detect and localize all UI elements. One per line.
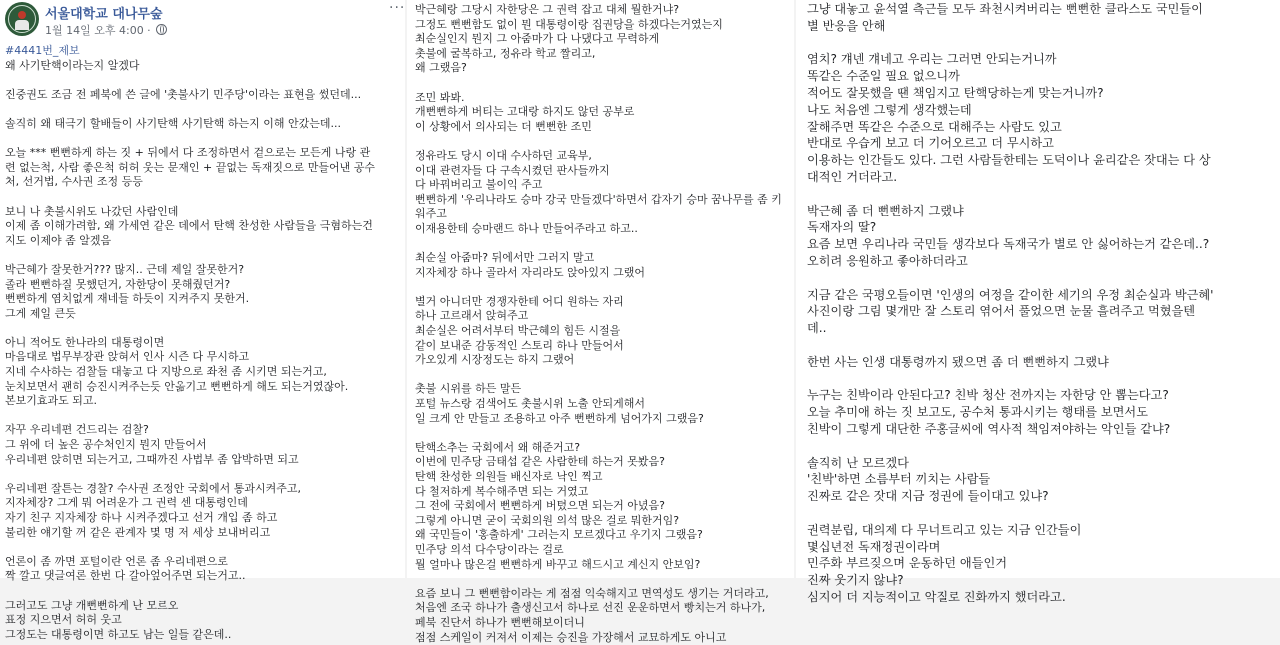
text-line: 한번 사는 인생 대통령까지 됐으면 좀 더 뻔뻔하지 그랬냐 [807,354,1109,369]
text-line: 대적인 거더라고. [807,169,898,184]
text-line: 왜 사기탄핵이라는지 알겠다 [5,58,140,72]
text-line: 그 위에 더 높은 공수처인지 뭔지 만들어서 [5,438,207,452]
text-line: 처음엔 조국 하나가 출생신고서 하나로 선진 운운하면서 빵치는거 하나가, [415,601,766,615]
text-line: 가오있게 시장정도는 하지 그랬어 [415,353,575,367]
text-line: 뻔뻔하게 염치없게 재네들 하듯이 지켜주지 못한거. [5,292,250,306]
text-line [415,572,782,587]
post-body-column-3 [807,1,1214,606]
text-line [5,409,375,424]
text-line: 반대로 우습게 보고 더 기어오르고 더 무시하고 [807,136,1054,151]
post-meta [45,22,167,38]
post-time[interactable]: 1월 14일 오후 4:00 · [45,24,155,37]
text-line [807,438,1214,455]
text-line [5,584,375,599]
text-line: 별 반응을 안해 [807,18,886,33]
text-line: 오늘 추미애 하는 짓 보고도, 공수처 통과시키는 행태를 보면서도 [807,405,1148,420]
text-line [807,186,1214,203]
text-line: 박근혜 좀 더 뻔뻔하지 그랬냐 [807,203,964,218]
text-line: 지자체장 하나 골라서 자리라도 앉아있지 그랬어 [415,265,646,279]
text-line: 뻔뻔하게 '우리나라도 승마 강국 만들겠다'하면서 갑자기 승마 꿈나무를 좀 키 [415,192,782,206]
text-line: 민주화 부르짖으며 운동하던 애들인거 [807,556,1007,571]
post-panel-left [0,0,406,641]
text-line: 이번에 민주당 금태섭 같은 사람한테 하는거 못봤음? [415,455,665,469]
text-line: 그렇게 아니면 굳이 국회의원 의석 많은 걸로 뭐한거임? [415,513,680,527]
text-line: 누구는 친박이라 안된다고? 친박 청산 전까지는 자한당 안 뽑는다고? [807,388,1169,403]
text-line: 염치? 걔넨 걔네고 우리는 그러면 안되는거니까 [807,52,1057,67]
text-line: 처, 선거법, 수사권 조정 등등 [5,175,143,189]
text-line: 그정도는 대통령이면 하고도 남는 일들 같은데.. [5,627,232,641]
text-line: 요즘 보면 우리나라 국민들 생각보다 독재국가 별로 안 싫어하는거 같은데..? [807,237,1210,252]
text-line: 본보기효과도 되고. [5,394,98,408]
text-line: 최순실인지 뭔지 그 아줌마가 다 나댔다고 무력하게 [415,32,660,46]
text-line: 짝 깔고 댓글여론 한번 다 갈아엎어주면 되는거고.. [5,569,246,583]
text-line: 탄핵소추는 국회에서 왜 해준거고? [415,440,581,454]
text-line: 이재용한테 승마랜드 하나 만들어주라고 하고.. [415,221,638,235]
text-line: 촛불에 굴복하고, 정유라 학교 짤리고, [415,46,596,60]
text-line: 보니 나 촛불시위도 나갔던 사람인데 [5,204,179,218]
text-line [415,76,782,91]
page-avatar[interactable] [5,2,39,36]
text-line: 아니 적어도 한나라의 대통령이면 [5,335,165,349]
text-line: 사진이랑 그림 몇개만 잘 스토리 엮어서 풀었으면 눈물 흘려주고 먹혔을텐 [807,304,1196,319]
text-line: 정유라도 당시 이대 수사하던 교육부, [415,148,592,162]
text-line [5,248,375,263]
post-body-column-1 [5,44,375,642]
text-line [415,134,782,149]
text-line: 왜 그랬음? [415,61,467,75]
text-line [807,337,1214,354]
text-line [807,505,1214,522]
text-line: 똑같은 수준일 필요 없으니까 [807,69,960,84]
text-line: 솔직히 난 모르겠다 [807,455,909,470]
text-line: 몇십년전 독재정권이라며 [807,539,941,554]
text-line: 이대 관련자들 다 구속시켰던 판사들까지 [415,163,610,177]
text-line: 눈치보면서 괜히 승진시켜주는듯 안옮기고 뻔뻔하게 해도 되는거였잖아. [5,379,349,393]
text-line: 적어도 잘못했을 땐 책임지고 탄핵당하는게 맞는거니까? [807,85,1104,100]
avatar-figure-icon [15,20,29,30]
text-line: 진중권도 조금 전 페북에 쓴 글에 '촛불사기 민주당'이라는 표현을 썼던데... [5,87,362,101]
text-line: 왜 국민들이 '홍출하게' 그러는지 모르겠다고 우기지 그랬음? [415,528,703,542]
text-line [5,132,375,147]
post-body-column-2 [415,3,782,645]
text-line: 친박이 그렇게 대단한 주홍글씨에 역사적 책임져야하는 악인들 같냐? [807,421,1171,436]
text-line: 이 상황에서 의사되는 더 뻔뻔한 조민 [415,119,592,133]
text-line: 데.. [807,321,827,336]
text-line: 언론이 좀 까면 포털이란 언론 좀 우리네편으로 [5,554,228,568]
text-line: 박근혜랑 그당시 자한당은 그 권력 잡고 대체 뭘한거냐? [415,3,680,16]
text-line: 같이 보내준 감동적인 스토리 하나 만들어서 [415,338,624,352]
text-line [5,540,375,555]
text-line: 워주고 [415,207,447,221]
text-line [5,102,375,117]
text-line: 페북 진단서 하나가 뻔뻔해보이더니 [415,615,585,629]
text-line [807,270,1214,287]
text-line: 불리한 얘기할 꺼 같은 관계자 몇 명 저 세상 보내버리고 [5,525,271,539]
text-line: 이제 좀 이해가려함, 왜 가세연 같은 데에서 탄핵 찬성한 사람들을 극혐하는건 [5,219,373,233]
text-line: 포털 뉴스랑 검색어도 촛불시위 노출 안되게해서 [415,397,646,411]
more-options-button[interactable]: ··· [389,0,406,16]
text-line: 점점 스케일이 커져서 이제는 승진을 가장해서 교묘하게도 아니고 [415,630,727,644]
text-line: 솔직히 왜 태극기 할배들이 사기탄핵 사기탄핵 하는지 이해 안갔는데... [5,116,341,130]
text-line: 별거 아니더만 경쟁자한테 어디 원하는 자리 [415,294,624,308]
text-line: 다 철저하게 복수해주면 되는 거였고 [415,484,589,498]
text-line: 우리네편 앉히면 되는거고, 그때까진 사법부 좀 압박하면 되고 [5,452,299,466]
text-line: 탄핵 찬성한 의원들 배신자로 낙인 찍고 [415,470,603,483]
text-line [5,321,375,336]
text-line: 지도 이제야 좀 알겠음 [5,233,112,247]
text-line: 표정 지으면서 허허 웃고 [5,613,122,627]
text-line: 진짜 웃기지 않냐? [807,573,904,588]
post-panel-right [796,0,1280,604]
text-line: 그러고도 그냥 개뻔뻔하게 난 모르오 [5,598,179,612]
text-line: 심지어 더 지능적이고 악질로 진화까지 했더라고. [807,589,1066,604]
text-line [5,467,375,482]
text-line [415,280,782,295]
text-line: 뭘 얼마나 많은걸 뻔뻔하게 바꾸고 해드시고 계신지 안보임? [415,557,701,571]
text-line [415,368,782,383]
text-line: 그정도 뻔뻔함도 없이 뭔 대통령이랑 집권당을 하겠다는거였는지 [415,17,723,31]
text-line: 최순실 아줌마? 뒤에서만 그러지 말고 [415,251,595,265]
post-panel-middle [407,0,794,644]
text-line [5,73,375,88]
text-line: 나도 처음엔 그렇게 생각했는데 [807,102,972,117]
text-line: 진짜로 같은 잣대 지금 정권에 들이대고 있냐? [807,489,1049,504]
text-line: '친박'하면 소름부터 끼치는 사람들 [807,472,991,487]
text-line: 지자체장? 그게 뭐 어려운가 그 권력 센 대통령인데 [5,496,248,510]
globe-icon [156,24,167,35]
text-line [5,190,375,205]
text-line: 하나 고르래서 앉혀주고 [415,309,529,323]
text-line: 자기 친구 지자체장 하나 시켜주겠다고 선거 개입 좀 하고 [5,511,278,524]
text-line: 자꾸 우리네편 건드리는 검찰? [5,423,149,437]
text-line: 그 전에 국회에서 뻔뻔하게 버텼으면 되는거 아녔음? [415,499,665,513]
text-line: 마음대로 법무부장관 앉혀서 인사 시즌 다 무시하고 [5,350,250,364]
text-line: 지네 수사하는 검찰들 대놓고 다 지방으로 좌천 좀 시키면 되는거고, [5,365,327,379]
post-header [5,0,406,40]
text-line: 오늘 *** 뻔뻔하게 하는 짓 + 뒤에서 다 조정하면서 겉으로는 모든게 나랑 관 [5,146,371,160]
hashtag-link[interactable]: #4441번_제보 [5,44,80,57]
text-line: 요즘 보니 그 뻔뻔함이라는 게 점점 익숙해지고 면역성도 생기는 거더라고, [415,586,769,600]
text-line: 련 없는척, 사람 좋은척 허허 웃는 문재인 + 끝없는 독재짓으로 만들어낸 공수 [5,160,375,174]
text-line: 오히려 응원하고 좋아하더라고 [807,253,968,268]
text-line: 박근혜가 잘못한거??? 많지.. 근데 제일 잘못한거? [5,262,245,276]
text-line [807,35,1214,52]
text-line: 권력분립, 대의제 다 무너트리고 있는 지금 인간들이 [807,522,1082,537]
text-line [415,426,782,441]
text-line [807,371,1214,388]
avatar-dot-icon [18,11,26,19]
text-line [415,237,782,252]
text-line: 촛불 시위를 하든 말든 [415,382,522,396]
text-line: 그게 제일 큰듯 [5,306,76,320]
text-line: 이용하는 인간들도 있다. 그런 사람들한테는 도덕이나 윤리같은 잣대는 다 상 [807,153,1211,168]
text-line: 일 크게 안 만들고 조용하고 아주 뻔뻔하게 넘어가지 그랬음? [415,411,704,425]
text-line: 잘해주면 똑같은 수준으로 대해주는 사람도 있고 [807,119,1062,134]
text-line: 졸라 뻔뻔하질 못했던거, 자한당이 못해줬던거? [5,277,231,291]
text-line: 민주당 의석 다수당이라는 걸로 [415,542,564,556]
text-line: 조민 봐봐. [415,90,465,104]
text-line: 다 바꿔버리고 불이익 주고 [415,178,543,192]
page-name[interactable]: 서울대학교 대나무숲 [45,7,163,22]
text-line: 개뻔뻔하게 버티는 고대랑 하지도 않던 공부로 [415,105,635,119]
text-line: 우리네편 잘튼는 경찰? 수사권 조정안 국회에서 통과시켜주고, [5,481,301,495]
text-line: 최순실은 어려서부터 박근혜의 힘든 시절을 [415,324,621,338]
text-line: 지금 같은 국평오들이면 '인생의 여정을 같이한 세기의 우정 최순실과 박근혜' [807,287,1214,302]
text-line: 독재자의 딸? [807,220,877,235]
text-line: 그냥 대놓고 윤석열 측근들 모두 좌천시켜버리는 뻔뻔한 클라스도 국민들이 [807,2,1203,16]
